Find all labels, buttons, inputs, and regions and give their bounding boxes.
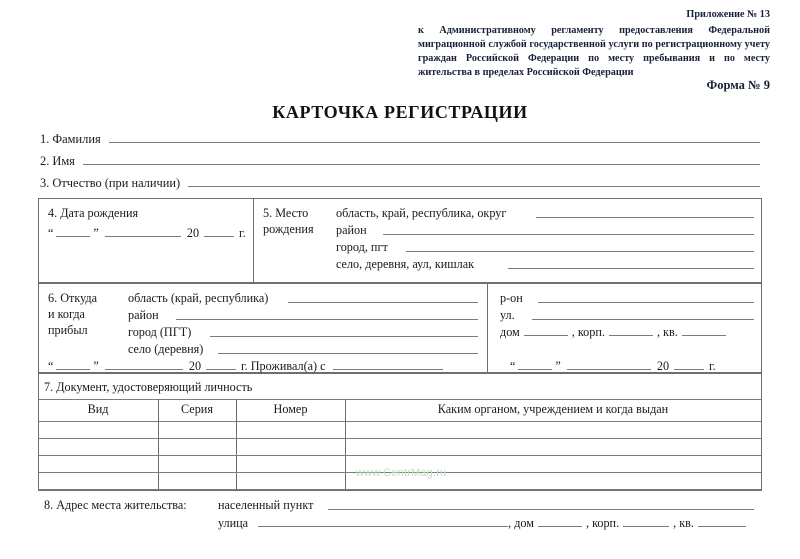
label-arrival-district: район xyxy=(128,308,159,322)
quote-open-dest: “ xyxy=(510,359,516,373)
label-residence-address: 8. Адрес места жительства: xyxy=(44,498,187,512)
birth-date-inputs xyxy=(48,225,246,241)
table-header-top-rule xyxy=(38,399,761,400)
input-arrival-district[interactable] xyxy=(176,307,478,320)
section-4-5-frame xyxy=(38,198,762,283)
input-arrival-village[interactable] xyxy=(218,341,478,354)
label-arrival-year-prefix: 20 xyxy=(188,359,202,373)
input-dest-month[interactable] xyxy=(567,358,651,370)
input-birth-day[interactable] xyxy=(56,225,90,237)
page-title: КАРТОЧКА РЕГИСТРАЦИИ xyxy=(272,102,528,122)
input-dest-year[interactable] xyxy=(674,358,704,370)
input-arrival-day[interactable] xyxy=(56,358,90,370)
table-header-issuer: Каким органом, учреждением и когда выдан xyxy=(437,402,669,416)
field-row-patronymic xyxy=(40,175,760,191)
input-dest-building[interactable] xyxy=(609,324,653,336)
form-number: Форма № 9 xyxy=(706,78,770,92)
input-apartment[interactable] xyxy=(698,515,746,527)
table-row-rule[interactable] xyxy=(38,438,761,439)
label-arrival-line3: прибыл xyxy=(48,323,88,337)
label-dest-apartment: , кв. xyxy=(656,325,678,339)
header-block xyxy=(418,8,770,80)
label-arrival-region: область (край, республика) xyxy=(128,291,269,305)
section-6-frame xyxy=(38,283,762,373)
input-dest-street[interactable] xyxy=(532,307,754,320)
quote-open-arrival: “ xyxy=(48,359,54,373)
input-dest-district[interactable] xyxy=(538,290,754,303)
input-settlement[interactable] xyxy=(328,497,754,510)
label-birth-date: 4. Дата рождения xyxy=(48,206,139,220)
regulation-reference: к Административному регламенту предоставления Федеральной миграционной службой государственной услуги по регистрационному учету граждан Российской Федерации по месту пребывания и по месту жительства в пределах Российской Федерации xyxy=(418,25,770,79)
input-arrival-city[interactable] xyxy=(210,324,478,337)
label-identity-document: 7. Документ, удостоверяющий личность xyxy=(44,380,253,394)
input-lived-since[interactable] xyxy=(333,358,443,370)
label-dest-year-suffix: г. xyxy=(709,359,716,373)
frame-right-edge-45 xyxy=(761,199,762,284)
section-8-frame xyxy=(38,490,762,538)
table-header-bottom-rule xyxy=(38,421,761,422)
input-birthplace-district[interactable] xyxy=(383,222,754,235)
frame-left-edge-45 xyxy=(38,199,39,284)
label-birthplace-region: область, край, республика, округ xyxy=(336,206,507,220)
label-arrival-village: село (деревня) xyxy=(128,342,204,356)
field-row-firstname xyxy=(40,153,760,169)
label-building: , корп. xyxy=(585,516,620,530)
input-surname[interactable] xyxy=(109,131,760,143)
table-row-rule[interactable] xyxy=(38,472,761,473)
input-dest-day[interactable] xyxy=(518,358,552,370)
field-row-surname xyxy=(40,131,760,147)
input-dest-apartment[interactable] xyxy=(682,324,726,336)
label-apartment: , кв. xyxy=(673,516,694,530)
input-house[interactable] xyxy=(538,515,582,527)
site-watermark: www.CentrMag.ru xyxy=(356,467,447,479)
arrival-date-inputs xyxy=(48,358,443,374)
input-patronymic[interactable] xyxy=(188,175,760,187)
table-header-type: Вид xyxy=(87,402,109,416)
label-settlement: населенный пункт xyxy=(218,498,314,512)
dest-date-inputs xyxy=(510,358,716,374)
frame-right-edge-6 xyxy=(761,284,762,374)
input-birth-year[interactable] xyxy=(204,225,234,237)
label-dest-year-prefix: 20 xyxy=(656,359,670,373)
label-firstname: 2. Имя xyxy=(40,154,75,168)
label-birthplace-district: район xyxy=(336,223,367,237)
input-arrival-region[interactable] xyxy=(288,290,478,303)
label-birth-year-suffix: г. xyxy=(239,226,246,240)
input-birthplace-city[interactable] xyxy=(406,239,754,252)
input-arrival-year[interactable] xyxy=(206,358,236,370)
divider-section6 xyxy=(487,284,488,374)
label-birthplace-village: село, деревня, аул, кишлак xyxy=(336,257,475,271)
label-dest-building: , корп. xyxy=(571,325,605,339)
input-street[interactable] xyxy=(258,515,508,527)
input-birth-month[interactable] xyxy=(105,225,181,237)
label-dest-district: р-он xyxy=(500,291,523,305)
section-7-frame xyxy=(38,373,762,490)
input-firstname[interactable] xyxy=(83,153,760,165)
label-house: , дом xyxy=(508,516,534,530)
frame-left-edge-6 xyxy=(38,284,39,374)
divider-section4-5 xyxy=(253,199,254,284)
dest-house-inputs xyxy=(500,324,726,340)
input-birthplace-region[interactable] xyxy=(536,205,754,218)
residence-street-inputs xyxy=(218,515,746,531)
label-patronymic: 3. Отчество (при наличии) xyxy=(40,176,181,190)
label-birthplace-city: город, пгт xyxy=(336,240,388,254)
label-arrival-line1: 6. Откуда xyxy=(48,291,97,305)
input-birthplace-village[interactable] xyxy=(508,256,754,269)
label-surname: 1. Фамилия xyxy=(40,132,101,146)
quote-open-birthdate: “ xyxy=(48,226,54,240)
input-dest-house[interactable] xyxy=(524,324,568,336)
quote-close-dest: ” xyxy=(555,359,561,373)
quote-close-birthdate: ” xyxy=(93,226,99,240)
appendix-number: Приложение № 13 xyxy=(686,9,770,20)
label-arrival-city: город (ПГТ) xyxy=(128,325,192,339)
table-header-series: Серия xyxy=(181,402,213,416)
label-dest-street: ул. xyxy=(500,308,515,322)
label-dest-house: дом xyxy=(500,325,520,339)
input-arrival-month[interactable] xyxy=(105,358,183,370)
table-header-number: Номер xyxy=(273,402,308,416)
input-building[interactable] xyxy=(623,515,669,527)
frame-right-edge-7 xyxy=(761,374,762,491)
table-row-rule[interactable] xyxy=(38,455,761,456)
label-birth-place-line2: рождения xyxy=(263,222,314,236)
label-arrival-line2: и когда xyxy=(48,307,85,321)
label-birth-place-line1: 5. Место xyxy=(263,206,309,220)
frame-left-edge-7 xyxy=(38,374,39,491)
label-street: улица xyxy=(218,516,249,530)
quote-close-arrival: ” xyxy=(93,359,99,373)
label-birth-year-prefix: 20 xyxy=(186,226,200,240)
label-lived-since: г. Проживал(а) с xyxy=(241,359,326,373)
